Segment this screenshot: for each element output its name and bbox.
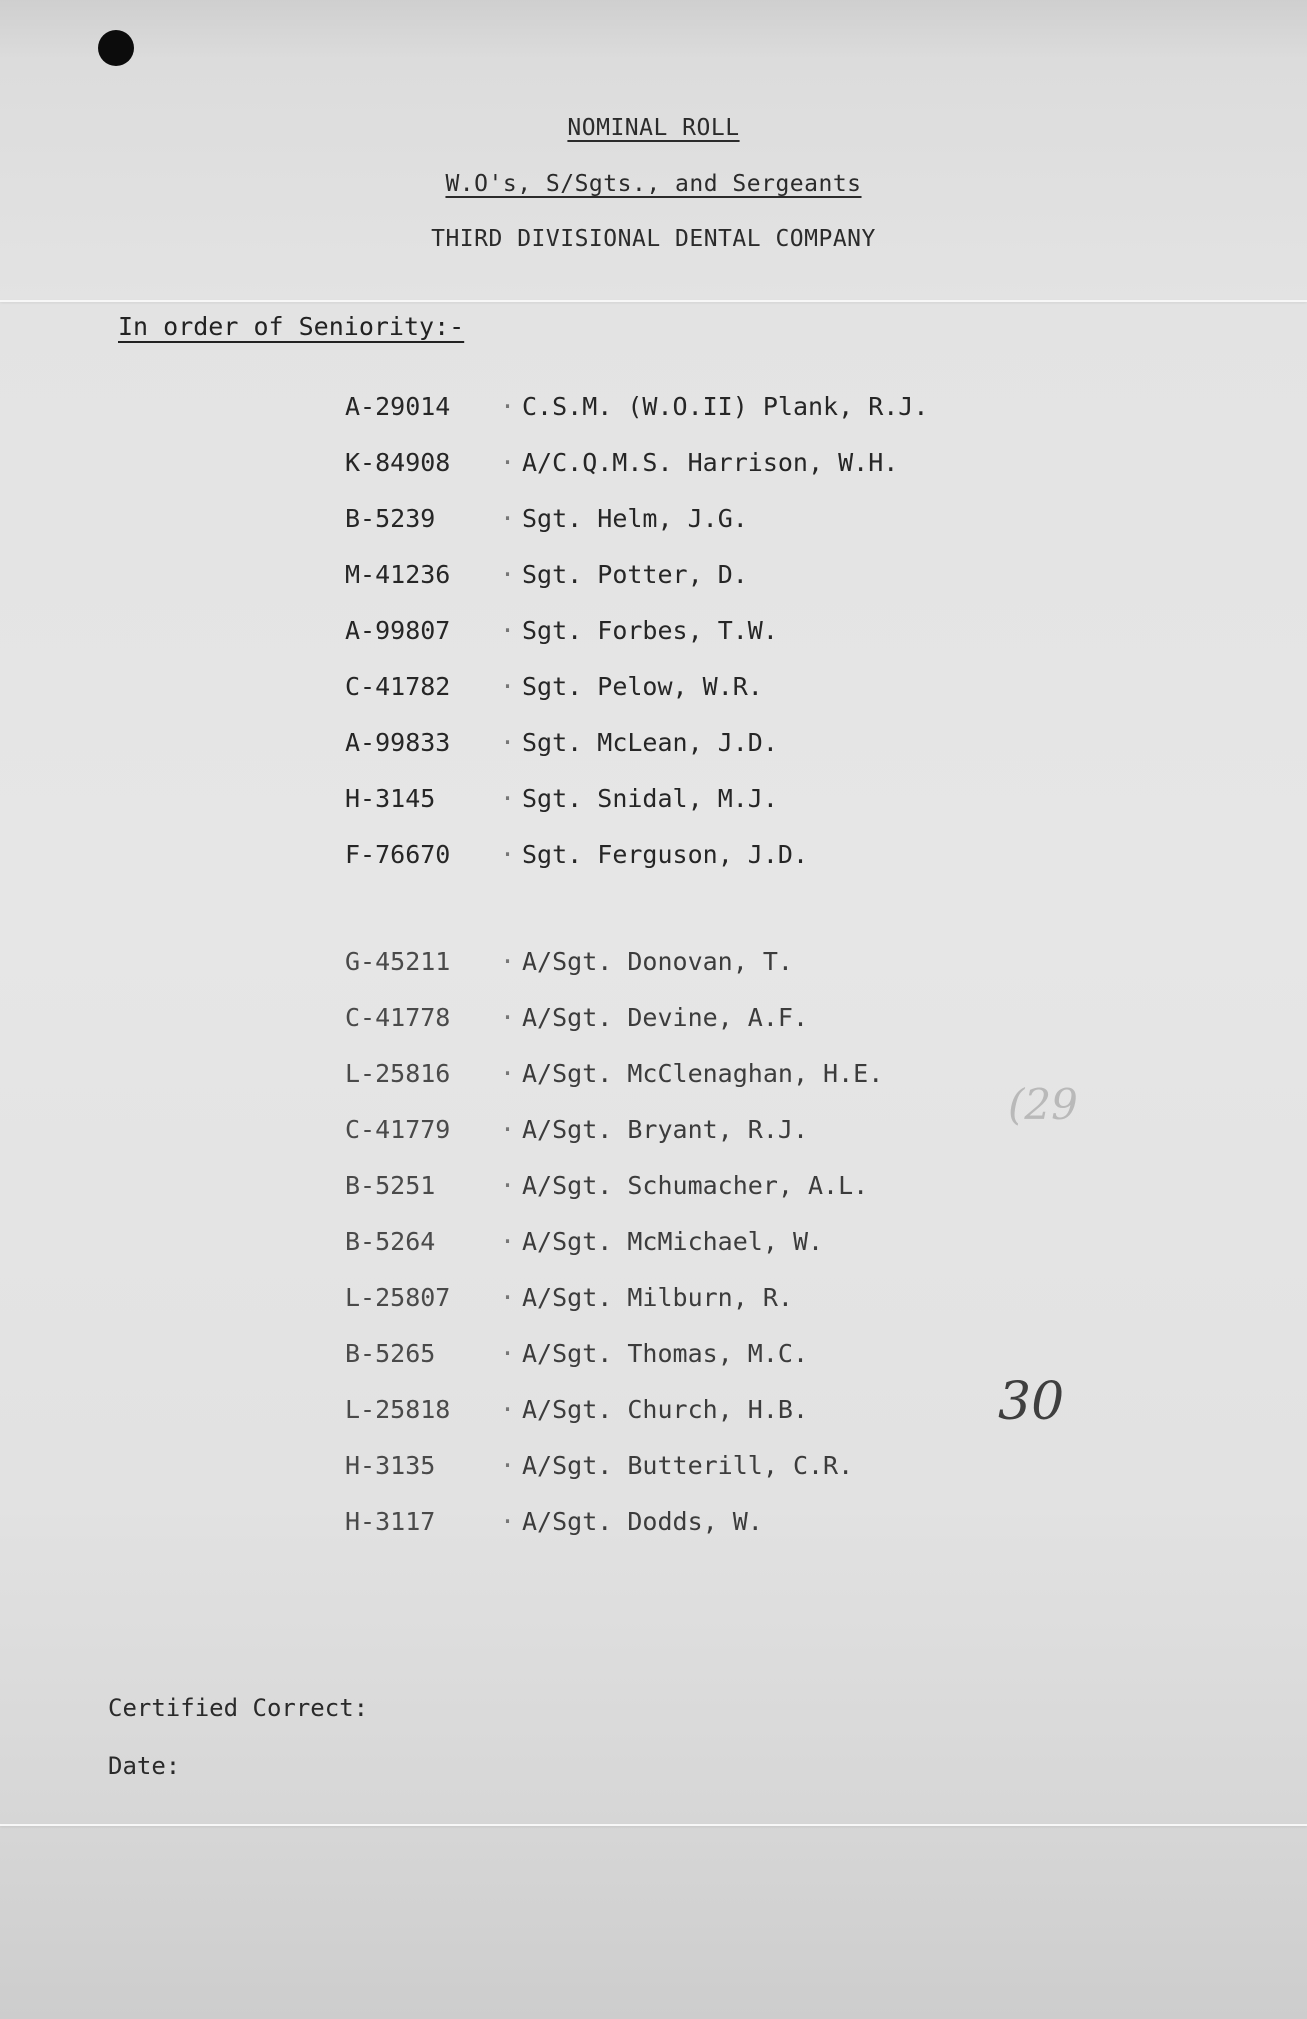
rank: Sgt. — [522, 672, 583, 701]
tick-mark: · — [500, 947, 516, 976]
document-subtitle — [0, 171, 1307, 197]
roll-entry — [345, 1339, 808, 1373]
handwritten-page-number: 30 — [998, 1372, 1065, 1432]
tick-mark: · — [500, 1507, 516, 1536]
soldier-name: Plank, R.J. — [762, 392, 929, 421]
service-number: H-3145 — [345, 784, 436, 813]
tick-mark: · — [500, 616, 516, 645]
roll-entry — [345, 1115, 808, 1149]
tick-mark: · — [500, 1115, 516, 1144]
rank: A/Sgt. — [522, 1395, 613, 1424]
roll-entry — [345, 1507, 763, 1541]
roll-entry — [345, 840, 808, 874]
tick-mark: · — [500, 1395, 516, 1424]
service-number: K-84908 — [345, 448, 451, 477]
roll-entry — [345, 1283, 793, 1317]
rank: Sgt. — [522, 840, 583, 869]
roll-entry — [345, 1395, 808, 1429]
service-number: B-5265 — [345, 1339, 436, 1368]
service-number: C-41778 — [345, 1003, 451, 1032]
soldier-name: Helm, J.G. — [597, 504, 748, 533]
roll-entry — [345, 1227, 823, 1261]
soldier-name: Church, H.B. — [627, 1395, 808, 1424]
roll-entry — [345, 1171, 868, 1205]
tick-mark: · — [500, 1171, 516, 1200]
rank: Sgt. — [522, 504, 583, 533]
document-title — [0, 115, 1307, 141]
tick-mark: · — [500, 504, 516, 533]
tick-mark: · — [500, 784, 516, 813]
roll-entry — [345, 616, 778, 650]
service-number: B-5251 — [345, 1171, 436, 1200]
roll-entry — [345, 784, 778, 818]
tick-mark: · — [500, 1059, 516, 1088]
soldier-name: Donovan, T. — [627, 947, 793, 976]
roll-entry — [345, 672, 763, 706]
unit-name: THIRD DIVISIONAL DENTAL COMPANY — [431, 226, 876, 252]
roll-entry — [345, 1003, 808, 1037]
certified-label: Certified Correct: — [108, 1694, 369, 1722]
service-number: M-41236 — [345, 560, 451, 589]
order-label: In order of Seniority:- — [118, 312, 465, 341]
roll-entry — [345, 560, 748, 594]
tick-mark: · — [500, 1339, 516, 1368]
soldier-name: Ferguson, J.D. — [597, 840, 808, 869]
tick-mark: · — [500, 1283, 516, 1312]
service-number: A-99833 — [345, 728, 451, 757]
soldier-name: Devine, A.F. — [627, 1003, 808, 1032]
roll-entry — [345, 504, 748, 538]
roll-entry — [345, 448, 898, 482]
soldier-name: Thomas, M.C. — [627, 1339, 808, 1368]
rank: A/C.Q.M.S. — [522, 448, 673, 477]
service-number: L-25807 — [345, 1283, 451, 1312]
fold-line — [0, 1824, 1307, 1826]
soldier-name: Dodds, W. — [627, 1507, 763, 1536]
soldier-name: Milburn, R. — [627, 1283, 793, 1312]
service-number: H-3135 — [345, 1451, 436, 1480]
handwritten-mark: (29 — [1008, 1080, 1078, 1129]
roll-entry — [345, 1059, 883, 1093]
rank: Sgt. — [522, 784, 583, 813]
tick-mark: · — [500, 672, 516, 701]
tick-mark: · — [500, 560, 516, 589]
service-number: L-25818 — [345, 1395, 451, 1424]
tick-mark: · — [500, 392, 516, 421]
rank: A/Sgt. — [522, 1003, 613, 1032]
service-number: C-41779 — [345, 1115, 451, 1144]
soldier-name: Butterill, C.R. — [627, 1451, 854, 1480]
rank: A/Sgt. — [522, 1339, 613, 1368]
rank: Sgt. — [522, 728, 583, 757]
soldier-name: Schumacher, A.L. — [627, 1171, 869, 1200]
rank: Sgt. — [522, 616, 583, 645]
soldier-name: McClenaghan, H.E. — [627, 1059, 884, 1088]
roll-entry — [345, 1451, 853, 1485]
service-number: A-99807 — [345, 616, 451, 645]
service-number: H-3117 — [345, 1507, 436, 1536]
rank: Sgt. — [522, 560, 583, 589]
service-number: B-5264 — [345, 1227, 436, 1256]
soldier-name: Bryant, R.J. — [627, 1115, 808, 1144]
soldier-name: Potter, D. — [597, 560, 748, 589]
service-number: A-29014 — [345, 392, 451, 421]
rank: A/Sgt. — [522, 1115, 613, 1144]
subtitle-text: W.O's, S/Sgts., and Sergeants — [445, 171, 862, 197]
service-number: F-76670 — [345, 840, 451, 869]
service-number: L-25816 — [345, 1059, 451, 1088]
tick-mark: · — [500, 1451, 516, 1480]
roll-entry — [345, 392, 928, 426]
roll-entry — [345, 947, 793, 981]
service-number: B-5239 — [345, 504, 436, 533]
rank: A/Sgt. — [522, 1059, 613, 1088]
rank: A/Sgt. — [522, 1171, 613, 1200]
tick-mark: · — [500, 840, 516, 869]
rank: A/Sgt. — [522, 1227, 613, 1256]
soldier-name: Forbes, T.W. — [597, 616, 778, 645]
soldier-name: McLean, J.D. — [597, 728, 778, 757]
rank: A/Sgt. — [522, 1283, 613, 1312]
tick-mark: · — [500, 1003, 516, 1032]
rank: C.S.M. (W.O.II) — [522, 392, 748, 421]
soldier-name: Snidal, M.J. — [597, 784, 778, 813]
title-text: NOMINAL ROLL — [567, 115, 740, 141]
rank: A/Sgt. — [522, 1507, 613, 1536]
punch-hole — [98, 30, 134, 66]
soldier-name: Pelow, W.R. — [597, 672, 763, 701]
date-label: Date: — [108, 1752, 181, 1780]
service-number: C-41782 — [345, 672, 451, 701]
tick-mark: · — [500, 1227, 516, 1256]
service-number: G-45211 — [345, 947, 451, 976]
roll-entry — [345, 728, 778, 762]
soldier-name: McMichael, W. — [627, 1227, 824, 1256]
rank: A/Sgt. — [522, 947, 613, 976]
rank: A/Sgt. — [522, 1451, 613, 1480]
soldier-name: Harrison, W.H. — [687, 448, 899, 477]
tick-mark: · — [500, 448, 516, 477]
tick-mark: · — [500, 728, 516, 757]
fold-line — [0, 300, 1307, 302]
